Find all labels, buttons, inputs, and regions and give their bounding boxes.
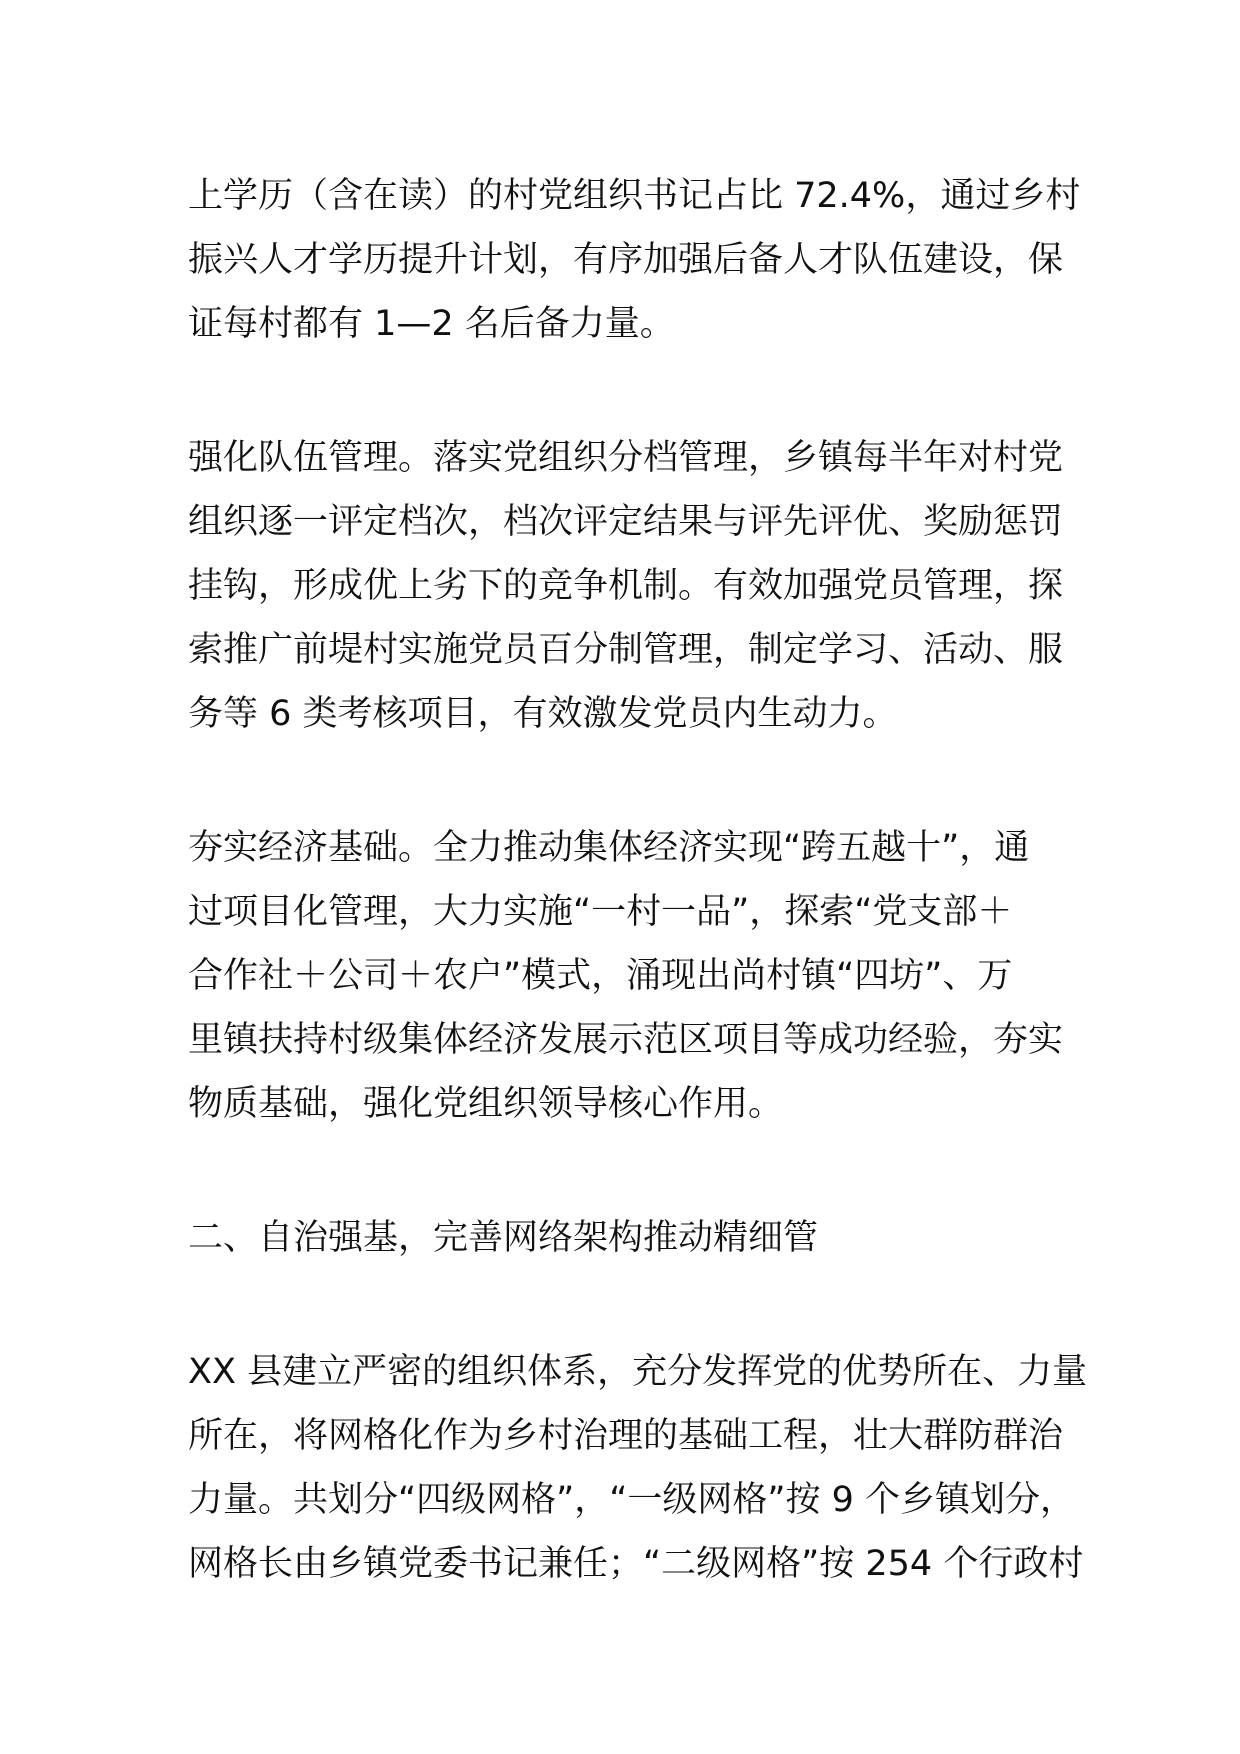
paragraph-3-line-3: 合作社＋公司＋农户”模式，涌现出尚村镇“四坊”、万 xyxy=(188,956,1013,996)
paragraph-2-line-4: 索推广前堤村实施党员百分制管理，制定学习、活动、服 xyxy=(188,630,1064,670)
paragraph-3-line-2: 过项目化管理，大力实施“一村一品”，探索“党支部＋ xyxy=(188,892,1013,932)
paragraph-2-line-1: 强化队伍管理。落实党组织分档管理，乡镇每半年对村党 xyxy=(188,438,1064,478)
paragraph-4-line-4: 网格长由乡镇党委书记兼任；“二级网格”按 254 个行政村 xyxy=(188,1544,1084,1584)
paragraph-2-line-2: 组织逐一评定档次，档次评定结果与评先评优、奖励惩罚 xyxy=(188,502,1064,542)
paragraph-3-line-5: 物质基础，强化党组织领导核心作用。 xyxy=(188,1084,784,1124)
paragraph-3-line-4: 里镇扶持村级集体经济发展示范区项目等成功经验，夯实 xyxy=(188,1020,1064,1060)
paragraph-1-line-2: 振兴人才学历提升计划，有序加强后备人才队伍建设，保 xyxy=(188,240,1064,280)
paragraph-4-line-3: 力量。共划分“四级网格”，“一级网格”按 9 个乡镇划分， xyxy=(188,1480,1076,1520)
section-heading-2: 二、自治强基，完善网络架构推动精细管 xyxy=(188,1218,819,1258)
paragraph-4-line-2: 所在，将网格化作为乡村治理的基础工程，壮大群防群治 xyxy=(188,1416,1064,1456)
paragraph-2-line-5: 务等 6 类考核项目，有效激发党员内生动力。 xyxy=(188,694,898,734)
paragraph-4-line-1: XX 县建立严密的组织体系，充分发挥党的优势所在、力量 xyxy=(188,1352,1088,1392)
paragraph-2-line-3: 挂钩，形成优上劣下的竞争机制。有效加强党员管理，探 xyxy=(188,566,1064,606)
paragraph-3-line-1: 夯实经济基础。全力推动集体经济实现“跨五越十”，通 xyxy=(188,828,1030,868)
paragraph-1-line-3: 证每村都有 1—2 名后备力量。 xyxy=(188,304,675,344)
paragraph-1-line-1: 上学历（含在读）的村党组织书记占比 72.4%，通过乡村 xyxy=(188,176,1081,216)
